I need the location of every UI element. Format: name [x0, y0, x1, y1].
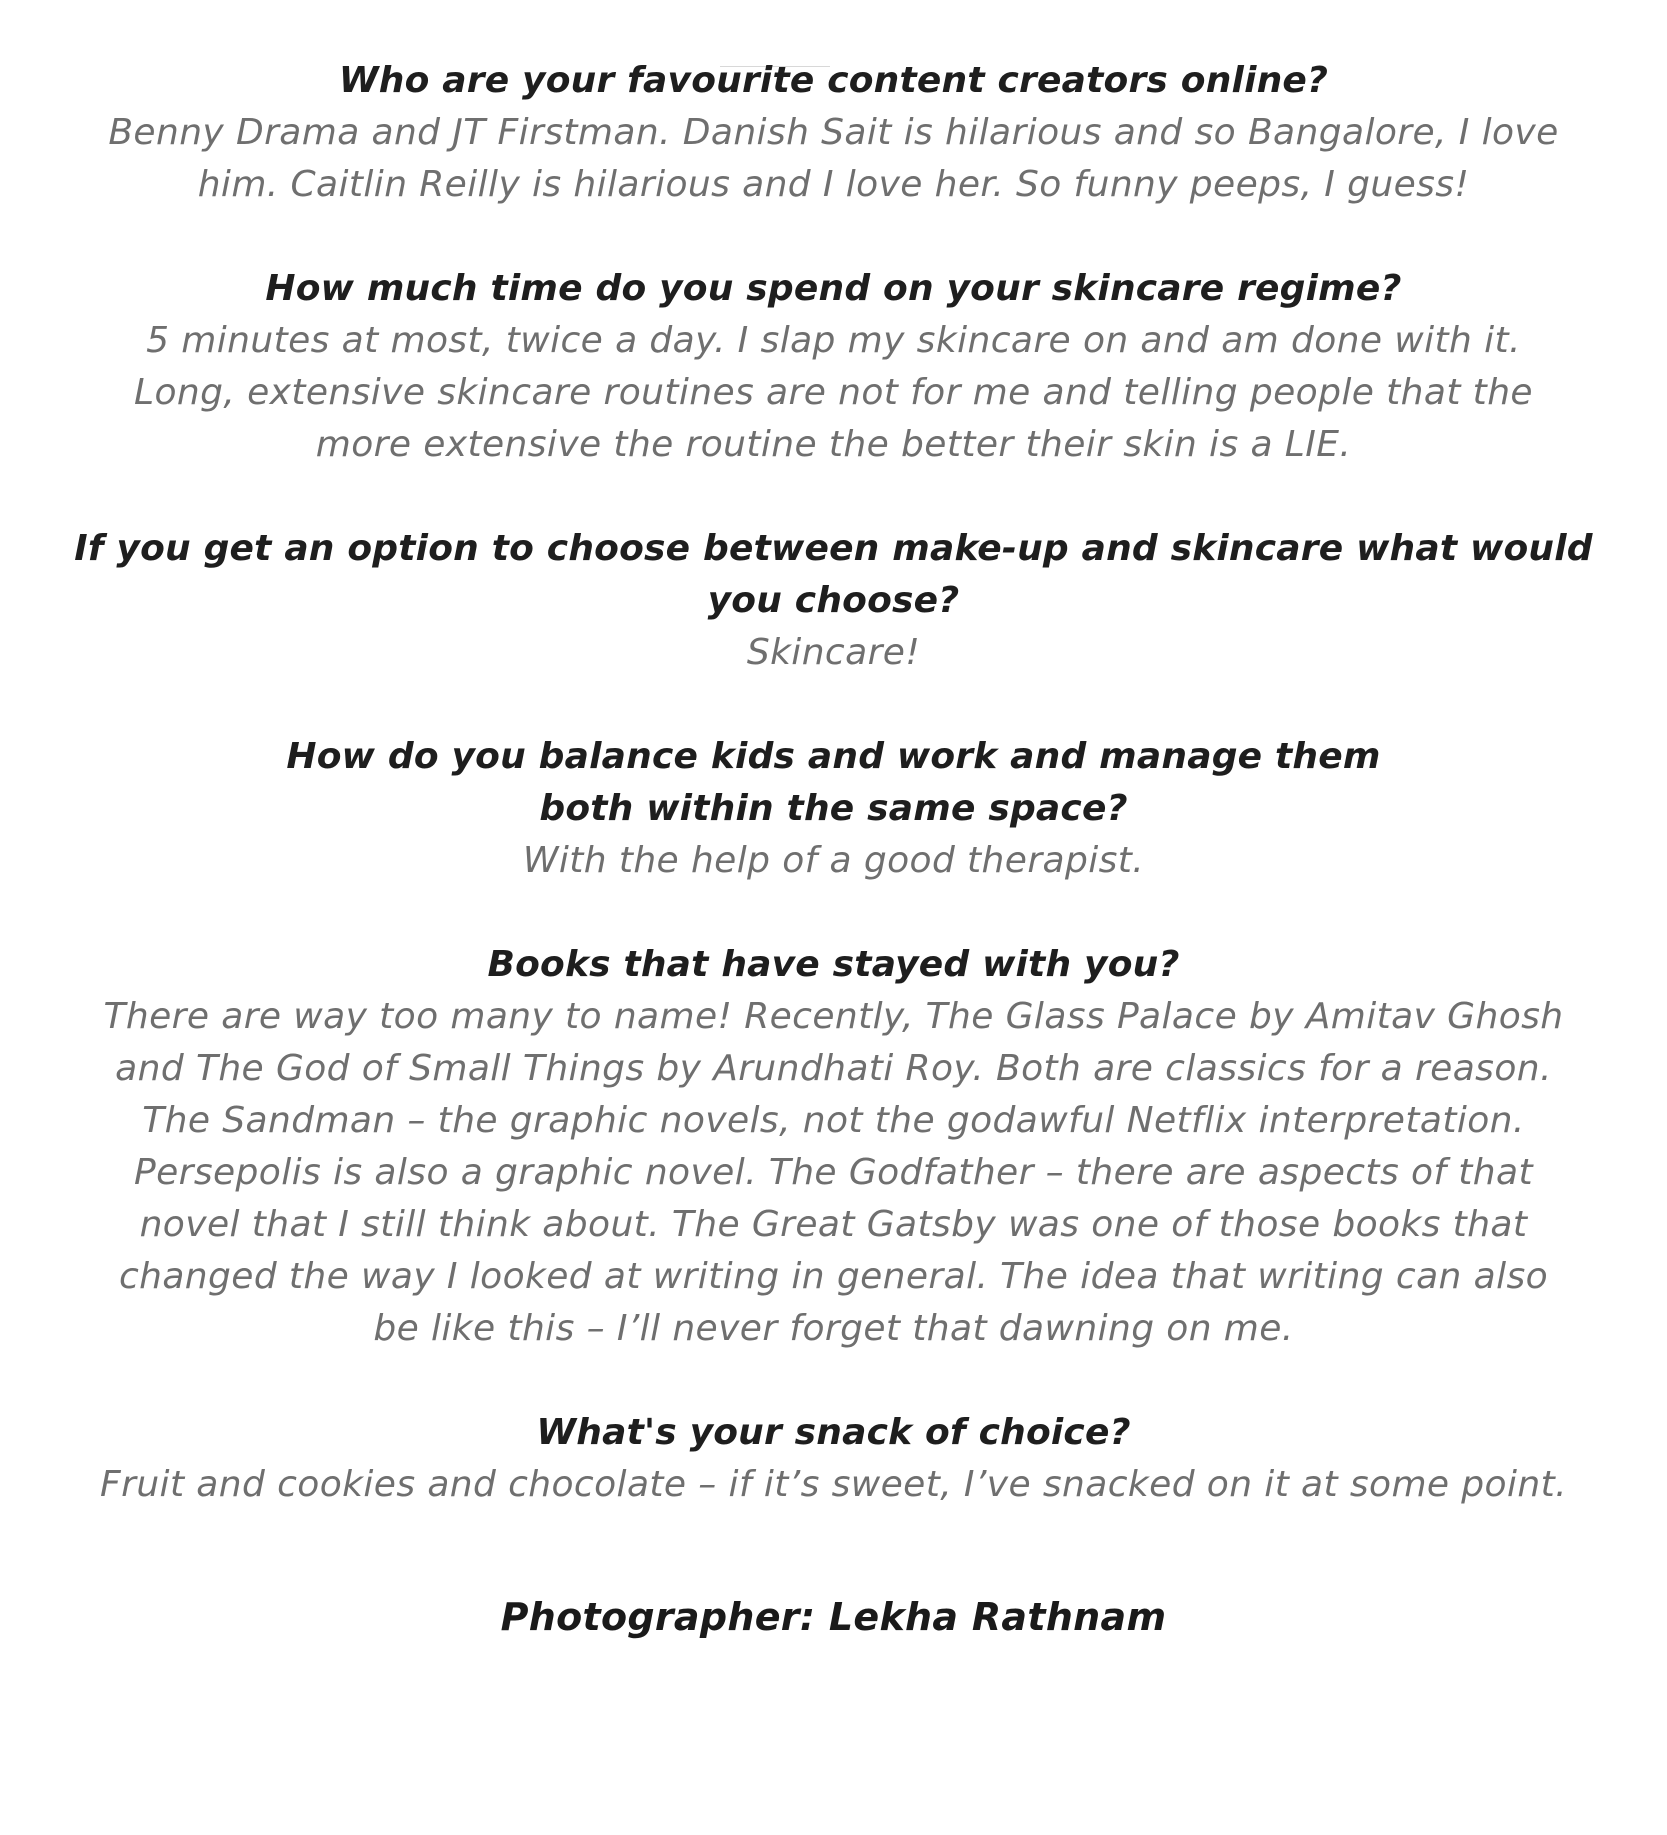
qa-makeup-vs-skincare [12, 523, 1655, 679]
answer: With the help of a good therapist. [522, 840, 1145, 881]
answer: There are way too many to name! Recently, The Glass Palace by Amitav Ghosh and The God of Small Things by Arundhati Roy. Both are classics for a reason. The Sandman – the graphic novels, not the godawful Netflix interpretation. Persepolis is also a graphic novel. The Godfather – there are aspects of that novel that I still think about. The Great Gatsby was one of those books that changed the way I looked at writing in general. The idea that writing can also be like this – I’ll never forget that dawning on me. [103, 996, 1564, 1349]
question: Who are your favourite content creators online? [338, 60, 1329, 101]
answer: 5 minutes at most, twice a day. I slap my skincare on and am done with it. Long, extensive skincare routines are not for me and telling people that the more extensive the routine the better their skin is a LIE. [134, 320, 1533, 465]
qa-kids-and-work [12, 731, 1655, 887]
answer: Fruit and cookies and chocolate – if it’s sweet, I’ve snacked on it at some point. [100, 1464, 1567, 1505]
qa-favourite-creators [12, 55, 1655, 211]
question: What's your snack of choice? [536, 1412, 1131, 1453]
question: If you get an option to choose between make-up and skincare what would you choose? [74, 528, 1593, 621]
answer: Benny Drama and JT Firstman. Danish Sait is hilarious and so Bangalore, I love him. Caitlin Reilly is hilarious and I love her. So funny peeps, I guess! [108, 112, 1559, 205]
photographer-credit: Photographer: Lekha Rathnam [500, 1595, 1167, 1639]
interview-article [12, 55, 1655, 1643]
question: Books that have stayed with you? [487, 944, 1180, 985]
question: How much time do you spend on your skincare regime? [265, 268, 1402, 309]
qa-snack [12, 1407, 1655, 1511]
qa-books [12, 939, 1655, 1355]
answer: Skincare! [746, 632, 921, 673]
qa-skincare-time [12, 263, 1655, 471]
question: How do you balance kids and work and manage them both within the same space? [286, 736, 1381, 829]
